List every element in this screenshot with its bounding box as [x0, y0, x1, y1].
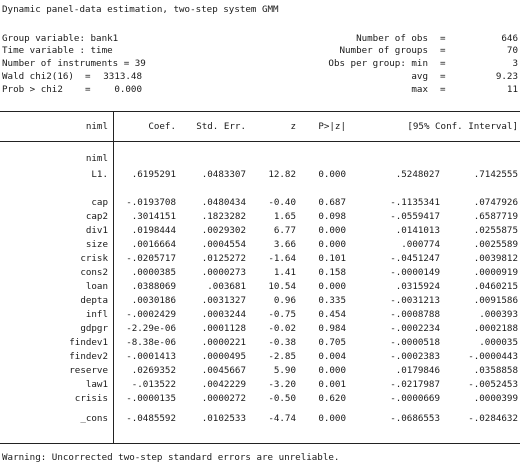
row-coef: -.0000135	[126, 393, 176, 404]
row-ci-lower: .000774	[401, 239, 440, 250]
row-z: -1.64	[268, 253, 296, 264]
row-coef: -2.29e-06	[126, 323, 176, 334]
row-z: 0.96	[273, 295, 296, 306]
table-column-divider	[113, 112, 114, 443]
table-top-rule	[0, 111, 520, 112]
row-z: -2.85	[268, 351, 296, 362]
row-coef: -.0485592	[126, 413, 176, 424]
header-left-label: Prob > chi2 =	[2, 84, 91, 95]
row-std-err: .0031327	[201, 295, 246, 306]
row-coef: .0269352	[131, 365, 176, 376]
row-p: 0.004	[318, 351, 346, 362]
row-variable: size	[85, 239, 108, 250]
row-z: -0.02	[268, 323, 296, 334]
row-coef: .0030186	[131, 295, 176, 306]
row-z: -4.74	[268, 413, 296, 424]
row-ci-lower: -.0002234	[390, 323, 440, 334]
header-right-equals: =	[440, 33, 446, 44]
row-p: 0.620	[318, 393, 346, 404]
row-ci-lower: -.0008788	[390, 309, 440, 320]
row-variable: reserve	[69, 365, 108, 376]
row-variable: findev2	[69, 351, 108, 362]
row-variable: loan	[85, 281, 108, 292]
row-ci-upper: .0358858	[473, 365, 518, 376]
column-header-conf-interval: [95% Conf. Interval]	[407, 121, 518, 132]
row-std-err: .0000273	[201, 267, 246, 278]
row-coef: -.0205717	[126, 253, 176, 264]
row-std-err: .0125272	[201, 253, 246, 264]
header-right-value: 3	[512, 58, 518, 69]
row-std-err: .0483307	[201, 169, 246, 180]
row-ci-upper: .0091586	[473, 295, 518, 306]
row-std-err: .0001128	[201, 323, 246, 334]
row-std-err: .1823282	[201, 211, 246, 222]
row-variable: L1.	[91, 169, 108, 180]
output-title: Dynamic panel-data estimation, two-step system GMM	[2, 4, 279, 15]
header-right-label: max	[411, 84, 428, 95]
row-z: 6.77	[273, 225, 296, 236]
row-ci-upper: .6587719	[473, 211, 518, 222]
row-ci-lower: -.0451247	[390, 253, 440, 264]
header-left-value: 0.000	[114, 84, 142, 95]
row-ci-upper: .0460215	[473, 281, 518, 292]
row-ci-lower: .0141013	[395, 225, 440, 236]
row-std-err: .0000495	[201, 351, 246, 362]
row-variable: depta	[80, 295, 108, 306]
row-p: 0.001	[318, 379, 346, 390]
row-std-err: .0004554	[201, 239, 246, 250]
row-z: 10.54	[268, 281, 296, 292]
row-ci-upper: .0002188	[473, 323, 518, 334]
row-variable: crisis	[74, 393, 108, 404]
row-p: 0.000	[318, 365, 346, 376]
row-ci-upper: .000035	[479, 337, 518, 348]
row-ci-upper: -.0284632	[468, 413, 518, 424]
header-right-label: Number of groups	[339, 45, 428, 56]
row-z: -0.40	[268, 197, 296, 208]
row-ci-lower: -.0000149	[390, 267, 440, 278]
row-ci-upper: .0000399	[473, 393, 518, 404]
row-p: 0.335	[318, 295, 346, 306]
row-coef: .3014151	[131, 211, 176, 222]
row-std-err: .0045667	[201, 365, 246, 376]
row-variable: crisk	[80, 253, 108, 264]
row-std-err: .0102533	[201, 413, 246, 424]
row-ci-lower: -.0217987	[390, 379, 440, 390]
row-p: 0.098	[318, 211, 346, 222]
row-p: 0.101	[318, 253, 346, 264]
row-ci-upper: .0000919	[473, 267, 518, 278]
header-right-equals: =	[440, 84, 446, 95]
row-ci-upper: -.0052453	[468, 379, 518, 390]
row-z: 1.65	[273, 211, 296, 222]
row-coef: .0016664	[131, 239, 176, 250]
row-variable: cap2	[85, 211, 108, 222]
row-z: 3.66	[273, 239, 296, 250]
row-coef: -.013522	[131, 379, 176, 390]
row-coef: -8.38e-06	[126, 337, 176, 348]
row-std-err: .0000221	[201, 337, 246, 348]
header-right-value: 9.23	[495, 71, 518, 82]
row-std-err: .0000272	[201, 393, 246, 404]
row-coef: -.0002429	[126, 309, 176, 320]
row-p: 0.454	[318, 309, 346, 320]
row-ci-lower: -.0559417	[390, 211, 440, 222]
row-ci-upper: .0039812	[473, 253, 518, 264]
group-label: niml	[85, 153, 108, 164]
row-ci-lower: .0179846	[395, 365, 440, 376]
row-variable: findev1	[69, 337, 108, 348]
row-z: 1.41	[273, 267, 296, 278]
row-ci-upper: .0255875	[473, 225, 518, 236]
row-p: 0.687	[318, 197, 346, 208]
row-variable: law1	[85, 379, 108, 390]
row-ci-upper: .0025589	[473, 239, 518, 250]
row-variable: cons2	[80, 267, 108, 278]
row-ci-upper: -.0000443	[468, 351, 518, 362]
column-header-coef: Coef.	[148, 121, 176, 132]
header-right-label: Number of obs	[356, 33, 428, 44]
row-ci-lower: .5248027	[395, 169, 440, 180]
row-ci-upper: .0747926	[473, 197, 518, 208]
row-p: 0.984	[318, 323, 346, 334]
header-left-label: Time variable : time	[2, 45, 113, 56]
row-z: 12.82	[268, 169, 296, 180]
row-z: -0.38	[268, 337, 296, 348]
row-ci-lower: .0315924	[395, 281, 440, 292]
row-ci-lower: -.0002383	[390, 351, 440, 362]
header-right-value: 70	[506, 45, 518, 56]
warning-text: Warning: Uncorrected two-step standard errors are unreliable.	[2, 452, 340, 463]
row-p: 0.705	[318, 337, 346, 348]
column-header-z: z	[290, 121, 296, 132]
row-coef: .0388069	[131, 281, 176, 292]
row-std-err: .0003244	[201, 309, 246, 320]
header-right-value: 11	[506, 84, 518, 95]
row-variable: infl	[85, 309, 108, 320]
row-ci-lower: -.0000518	[390, 337, 440, 348]
row-variable: gdpgr	[80, 323, 108, 334]
row-coef: .0000385	[131, 267, 176, 278]
row-std-err: .003681	[207, 281, 246, 292]
row-z: -0.75	[268, 309, 296, 320]
row-p: 0.000	[318, 281, 346, 292]
row-ci-upper: .000393	[479, 309, 518, 320]
header-right-equals: =	[440, 58, 446, 69]
header-right-value: 646	[501, 33, 518, 44]
header-left-value: 3313.48	[103, 71, 142, 82]
column-header-variable: niml	[85, 121, 108, 132]
header-left-label: Group variable: bank1	[2, 33, 119, 44]
row-ci-lower: -.1135341	[390, 197, 440, 208]
header-right-equals: =	[440, 71, 446, 82]
row-p: 0.000	[318, 239, 346, 250]
header-right-label: avg	[411, 71, 428, 82]
row-coef: .6195291	[131, 169, 176, 180]
row-ci-lower: -.0686553	[390, 413, 440, 424]
row-variable: div1	[85, 225, 108, 236]
column-header-p: P>|z|	[318, 121, 346, 132]
row-coef: .0198444	[131, 225, 176, 236]
row-p: 0.000	[318, 413, 346, 424]
header-left-label: Wald chi2(16) =	[2, 71, 91, 82]
table-header-rule	[0, 141, 520, 142]
row-variable: _cons	[80, 413, 108, 424]
row-std-err: .0042229	[201, 379, 246, 390]
header-right-equals: =	[440, 45, 446, 56]
row-z: -3.20	[268, 379, 296, 390]
table-bottom-rule	[0, 443, 520, 444]
row-p: 0.158	[318, 267, 346, 278]
row-ci-upper: .7142555	[473, 169, 518, 180]
row-std-err: .0029302	[201, 225, 246, 236]
header-left-label: Number of instruments = 39	[2, 58, 146, 69]
row-coef: -.0001413	[126, 351, 176, 362]
row-z: 5.90	[273, 365, 296, 376]
row-z: -0.50	[268, 393, 296, 404]
row-std-err: .0480434	[201, 197, 246, 208]
row-ci-lower: -.0031213	[390, 295, 440, 306]
row-variable: cap	[91, 197, 108, 208]
row-coef: -.0193708	[126, 197, 176, 208]
header-right-label: Obs per group: min	[328, 58, 428, 69]
row-ci-lower: -.0000669	[390, 393, 440, 404]
column-header-std-err: Std. Err.	[196, 121, 246, 132]
row-p: 0.000	[318, 225, 346, 236]
row-p: 0.000	[318, 169, 346, 180]
